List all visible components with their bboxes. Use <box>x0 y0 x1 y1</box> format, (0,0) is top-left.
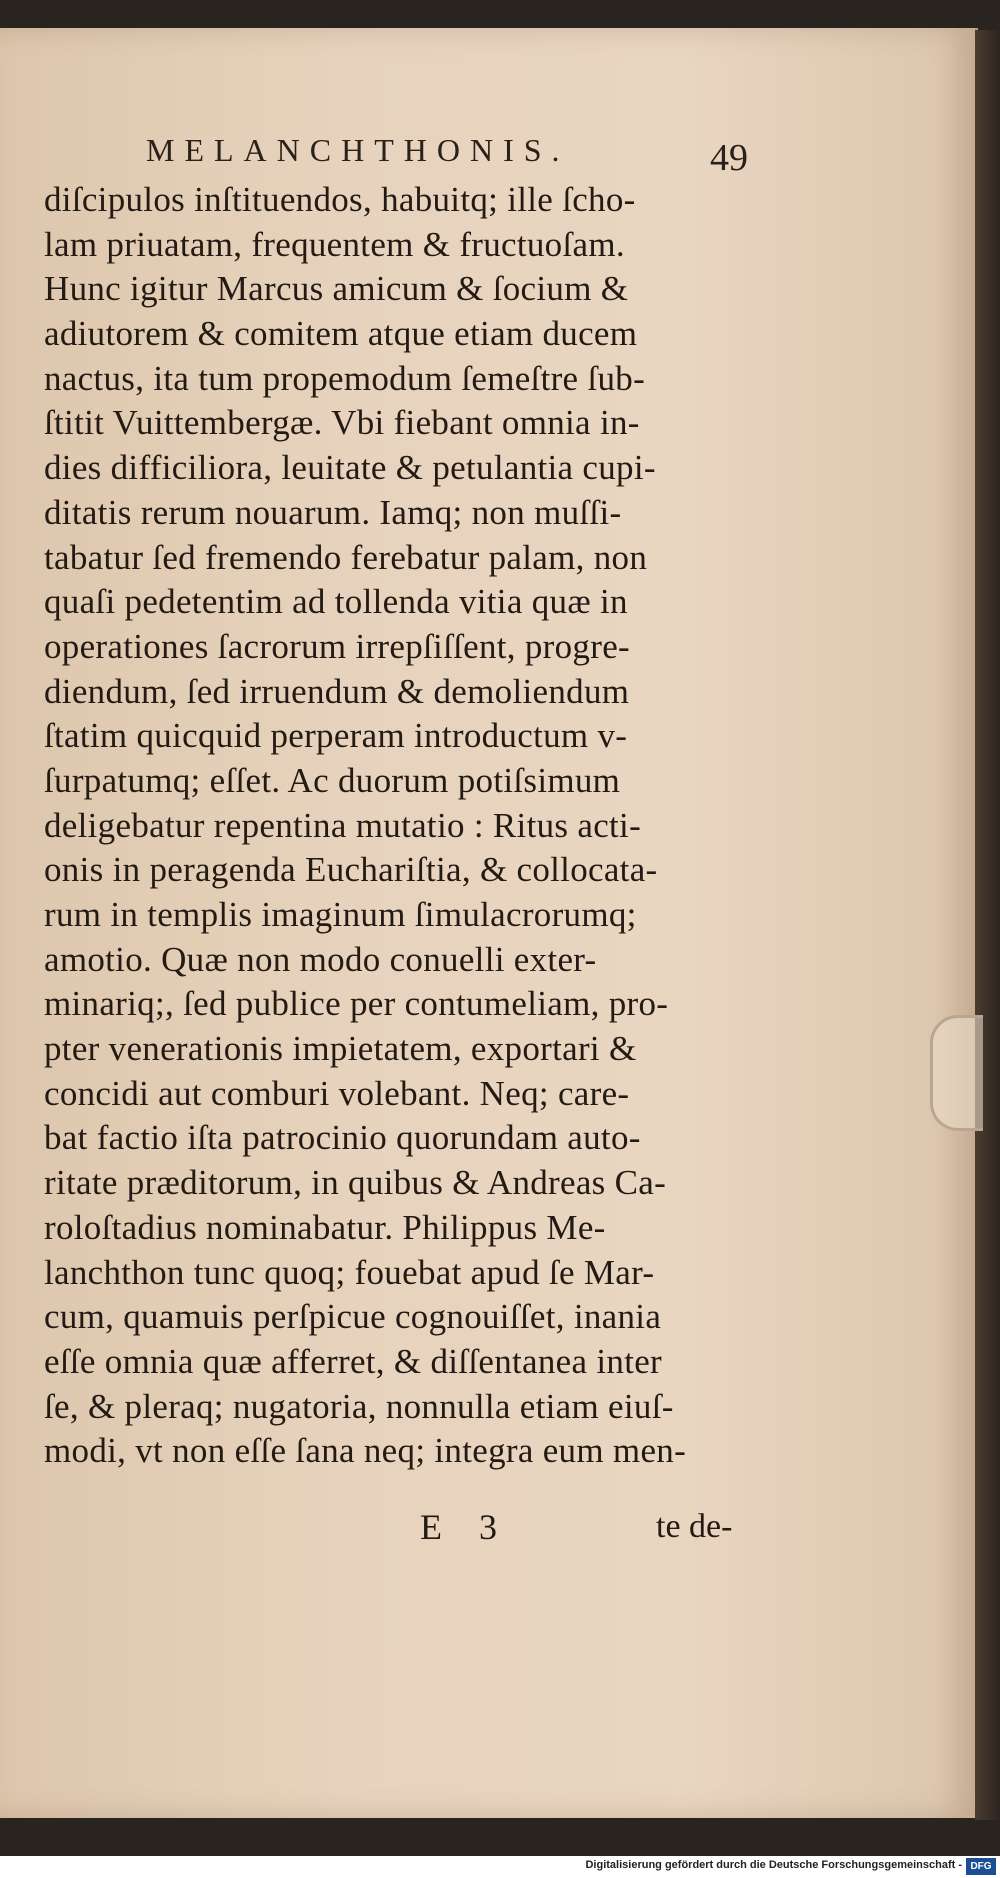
text-line: operationes ſacrorum irrepſiſſent, progre- <box>44 626 630 666</box>
text-line: lanchthon tunc quoq; fouebat apud ſe Mar- <box>44 1252 655 1292</box>
text-line: amotio. Quæ non modo conuelli exter- <box>44 939 597 979</box>
signature-mark: E 3 <box>420 1507 511 1547</box>
text-line: nactus, ita tum propemodum ſemeſtre ſub- <box>44 358 646 398</box>
text-line: tabatur ſed fremendo ferebatur palam, non <box>44 537 648 577</box>
text-line: dies difficiliora, leuitate & petulantia cupi- <box>44 448 656 488</box>
body-text <box>44 178 774 1474</box>
text-line: quaſi pedetentim ad tollenda vitia quæ in <box>44 582 628 622</box>
text-line: ritate præditorum, in quibus & Andreas Ca- <box>44 1163 667 1203</box>
running-title: MELANCHTHONIS. <box>146 132 570 168</box>
text-line: Hunc igitur Marcus amicum & ſocium & <box>44 269 629 309</box>
text-line: ſtatim quicquid perperam introductum v- <box>44 716 628 756</box>
text-line: diſcipulos inſtituendos, habuitq; ille ſcho- <box>44 180 636 219</box>
text-line: cum, quamuis perſpicue cognouiſſet, inania <box>44 1297 662 1337</box>
text-line: rum in templis imaginum ſimulacrorumq; <box>44 895 637 934</box>
text-line: deligebatur repentina mutatio : Ritus acti- <box>44 805 642 845</box>
text-line: pter venerationis impietatem, exportari & <box>44 1029 637 1069</box>
footer-credit: Digitalisierung gefördert durch die Deutsche Forschungsgemeinschaft - <box>585 1859 962 1871</box>
text-line: onis in peragenda Euchariſtia, & collocata- <box>44 850 658 890</box>
text-line: diendum, ſed irruendum & demoliendum <box>44 671 630 711</box>
page-clip <box>930 1015 983 1131</box>
text-line: minariq;, ſed publice per contumeliam, pro- <box>44 984 669 1024</box>
text-line: concidi aut comburi volebant. Neq; care- <box>44 1073 630 1113</box>
text-line: ſurpatumq; eſſet. Ac duorum potiſsimum <box>44 760 621 800</box>
text-line: bat factio iſta patrocinio quorundam auto- <box>44 1118 641 1158</box>
text-line: roloſtadius nominabatur. Philippus Me- <box>44 1207 606 1247</box>
text-line: ſtitit Vuittembergæ. Vbi fiebant omnia in- <box>44 403 640 443</box>
digitization-footer <box>0 1856 1000 1878</box>
book-page <box>0 28 978 1818</box>
text-line: lam priuatam, frequentem & fructuoſam. <box>44 224 625 264</box>
catchword: te de- <box>656 1508 733 1545</box>
text-line: ditatis rerum nouarum. Iamq; non muſſi- <box>44 492 622 532</box>
text-line: modi, vt non eſſe ſana neq; integra eum men- <box>44 1431 687 1471</box>
dfg-logo-icon: DFG <box>966 1858 996 1875</box>
book-edge <box>975 30 1000 1820</box>
text-line: adiutorem & comitem atque etiam ducem <box>44 314 638 354</box>
text-line: ſe, & pleraq; nugatoria, nonnulla etiam eiuſ- <box>44 1386 674 1426</box>
text-line: eſſe omnia quæ afferret, & diſſentanea inter <box>44 1341 663 1381</box>
page-number: 49 <box>710 137 748 179</box>
